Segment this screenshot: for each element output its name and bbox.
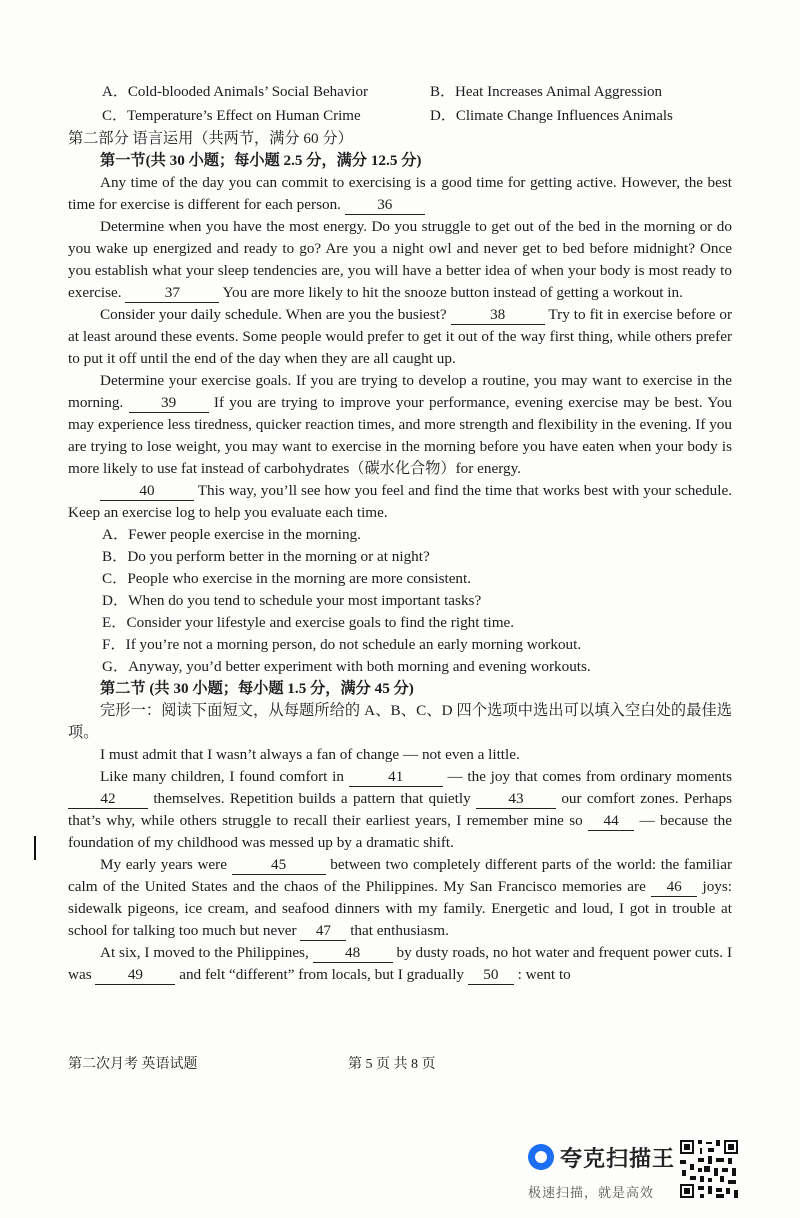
blank-41: 41 <box>349 768 443 787</box>
s1-paragraph-5: 40 This way, you’ll see how you feel and find the time that works best with your schedule. Keep an exercise log to help you evaluate each time. <box>68 482 732 521</box>
s2-paragraph-1: I must admit that I wasn’t always a fan of change — not even a little. <box>100 746 520 763</box>
blank-46: 46 <box>651 878 697 897</box>
blank-37: 37 <box>125 284 219 303</box>
s1-option-b: B．Do you perform better in the morning or at night? <box>102 548 430 565</box>
blank-49: 49 <box>95 966 175 985</box>
s1-option-c: C．People who exercise in the morning are more consistent. <box>102 570 472 587</box>
s1-paragraph-3: Consider your daily schedule. When are you the busiest? 38 Try to fit in exercise before or at least around these events. Some people would prefer to get it out of the way first thing, while others prefer to put it off until the end of the day when they are all caught up. <box>68 306 733 367</box>
prev-options-row-2 <box>102 104 673 125</box>
blank-38: 38 <box>451 306 545 325</box>
part2 <box>68 128 732 986</box>
s1-option-a: A．Fewer people exercise in the morning. <box>102 526 361 543</box>
scanner-slogan: 极速扫描，就是高效 <box>528 1186 655 1201</box>
qr-code-icon <box>678 1138 740 1200</box>
blank-40: 40 <box>100 482 194 501</box>
s1-option-e: E．Consider your lifestyle and exercise goals to find the right time. <box>102 614 515 631</box>
s2-paragraph-4: At six, I moved to the Philippines, 48 by dusty roads, no hot water and frequent power cuts. I was 49 and felt “different” from locals, but I gradually 50 : went to <box>68 944 732 983</box>
prev-option-b: B．Heat Increases Animal Aggression <box>430 84 663 100</box>
prev-option-c: C．Temperature’s Effect on Human Crime <box>102 108 361 124</box>
scanner-watermark <box>528 1138 788 1208</box>
s2-paragraph-3: My early years were 45 between two completely different parts of the world: the familiar calm of the United States and the chaos of the Philippines. My San Francisco memories are 46 joys: sidewalk pigeons, ice cream, and seafood dinners with my family. Energetic and loud, I got in trouble at school for talking too much but never 47 that enthusiasm. <box>68 856 733 939</box>
section2-heading: 第二节 (共 30 小题；每小题 1.5 分，满分 45 分) <box>100 680 414 697</box>
blank-36: 36 <box>345 196 425 215</box>
prev-option-a: A．Cold-blooded Animals’ Social Behavior <box>102 84 368 100</box>
part2-heading: 第二部分 语言运用（共两节，满分 60 分） <box>68 130 353 147</box>
blank-45: 45 <box>232 856 326 875</box>
blank-44: 44 <box>588 812 634 831</box>
blank-39: 39 <box>129 394 209 413</box>
s1-answer-options <box>68 524 732 678</box>
scanner-logo-icon <box>528 1144 554 1170</box>
section1-heading: 第一节(共 30 小题；每小题 2.5 分，满分 12.5 分) <box>100 152 422 169</box>
scanner-brand: 夸克扫描王 <box>560 1147 676 1172</box>
s1-paragraph-2: Determine when you have the most energy. Do you struggle to get out of the bed in the morning or do you wake up energized and ready to go? Are you a night owl and never get to bed before midnight? Once you establish what your sleep tendencies are, you will have a better idea of when your body is most ready to exercise. 37 You are more likely to hit the snooze button instead of getting a workout in. <box>68 218 732 301</box>
footer-page-number: 第 5 页 共 8 页 <box>348 1057 436 1072</box>
footer-exam-title: 第二次月考 英语试题 <box>68 1057 198 1072</box>
margin-mark <box>34 836 36 860</box>
s1-paragraph-4: Determine your exercise goals. If you are trying to develop a routine, you may want to exercise in the morning. 39 If you are trying to improve your performance, evening exercise may be best. You may experience less tiredness, quicker reaction times, and more strength and flexibility in the evening. If you are trying to lose weight, you may want to exercise in the morning before you have eaten when your body is more likely to use fat instead of carbohydrates（碳水化合物）for energy. <box>68 372 733 477</box>
blank-42: 42 <box>68 790 148 809</box>
s2-instruction: 完形一：阅读下面短文，从每题所给的 A、B、C、D 四个选项中选出可以填入空白处的最佳选项。 <box>68 702 732 741</box>
page-footer <box>68 1053 468 1073</box>
blank-48: 48 <box>313 944 393 963</box>
prev-option-d: D．Climate Change Influences Animals <box>430 108 673 124</box>
blank-43: 43 <box>476 790 556 809</box>
s1-option-g: G．Anyway, you’d better experiment with both morning and evening workouts. <box>102 658 591 675</box>
s2-paragraph-2: Like many children, I found comfort in 41 — the joy that comes from ordinary moments 42 themselves. Repetition builds a pattern that quietly 43 our comfort zones. Perhaps that’s why, while others struggle to recall their earliest years, I remember mine so 44 — because the foundation of my childhood was messed up by a dramatic shift. <box>68 768 733 851</box>
blank-47: 47 <box>300 922 346 941</box>
prev-options-row-1 <box>102 80 662 101</box>
s1-option-f: F．If you’re not a morning person, do not schedule an early morning workout. <box>102 636 582 653</box>
blank-50: 50 <box>468 966 514 985</box>
s1-paragraph-1: Any time of the day you can commit to exercising is a good time for getting active. However, the best time for exercise is different for each person. 36 <box>68 174 732 213</box>
s1-option-d: D．When do you tend to schedule your most important tasks? <box>102 592 482 609</box>
